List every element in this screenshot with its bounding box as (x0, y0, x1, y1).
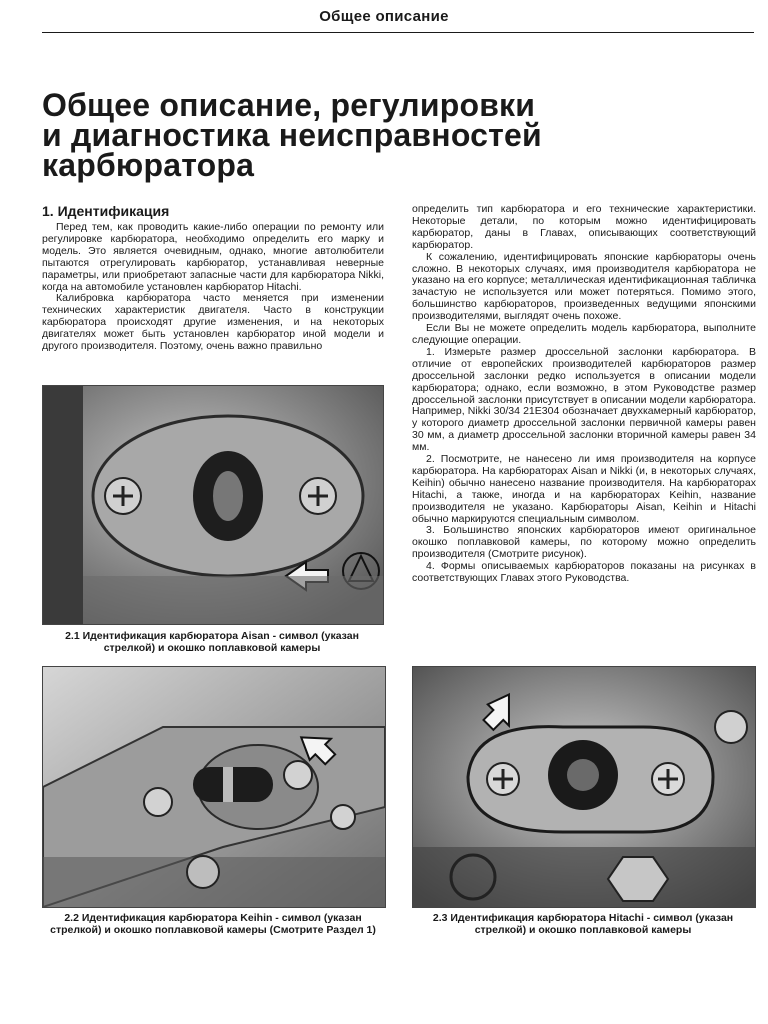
section-heading: 1. Идентификация (42, 203, 170, 219)
paragraph: 3. Большинство японских карбюраторов имеют оригинальное окошко поплавковой камеры, по которому можно определить производителя (Смотрите рисунок). (412, 524, 756, 561)
right-text-column (412, 204, 756, 585)
figure-caption: 2.2 Идентификация карбюратора Keihin - символ (указан стрелкой) и окошко поплавковой камеры (Смотрите Раздел 1) (50, 912, 376, 936)
paragraph: Калибровка карбюратора часто меняется при изменении технических характеристик двигателя. Часто в конструкции карбюратора происходят другие изменения, и на некоторых двигателях может быть установлен карбюратор иной модели и другого производителя. Поэтому, очень важно правильно (42, 292, 384, 353)
header-rule (42, 32, 754, 33)
paragraph: 2. Посмотрите, не нанесено ли имя производителя на корпусе карбюратора. На карбюраторах Aisan и Nikki (и, в некоторых случаях, Keihin) обычно нанесено название производителя. На карбюраторах Hitachi, а также, иногда и на карбюраторах Keihin, название производителя не указано. Карбюраторы Aisan, Keihin и Hitachi обычно маркируются специальным символом. (412, 453, 756, 525)
figure-hitachi-photo (412, 666, 756, 908)
paragraph: Перед тем, как проводить какие-либо операции по ремонту или регулировке карбюратора, необходимо определить его марку и модель. Это является очевидным, однако, многие автолюбители пытаются отрегулировать карбюратор, устанавливая неверные параметры, или приобретают запасные части для карбюратора Nikki, когда на автомобиле установлен карбюратор Hitachi. (42, 221, 384, 293)
figure-keihin-photo (42, 666, 386, 908)
title-line: и диагностика неисправностей (42, 117, 542, 153)
figure-caption: 2.3 Идентификация карбюратора Hitachi - символ (указан стрелкой) и окошко поплавковой камеры (432, 912, 734, 936)
page-title (42, 87, 602, 183)
paragraph: К сожалению, идентифицировать японские карбюраторы очень сложно. В некоторых случаях, имя производителя карбюратора не указано на его корпусе; металлическая идентификационная табличка зачастую не используется или может потеряться. Помимо этого, большинство карбюраторов, произведенных ведущими японскими производителями, выглядят очень похоже. (412, 250, 756, 323)
paragraph: Если Вы не можете определить модель карбюратора, выполните следующие операции. (412, 322, 756, 346)
title-line: карбюратора (42, 147, 255, 183)
figure-aisan-photo (42, 385, 384, 625)
running-head: Общее описание (319, 8, 449, 25)
paragraph: 1. Измерьте размер дроссельной заслонки карбюратора. В отличие от европейских производителей карбюраторов размер дроссельной заслонки редко используется в описании модели карбюратора; однако, если возможно, в этом Руководстве размер дроссельной заслонки присутствует в описании модели карбюратора. Например, Nikki 30/34 21E304 обозначает двухкамерный карбюратор, у которого диаметр дроссельной заслонки первичной камеры равен 30 мм, а диаметр дроссельной заслонки вторичной камеры равен 34 мм. (412, 345, 756, 454)
figure-caption: 2.1 Идентификация карбюратора Aisan - символ (указан стрелкой) и окошко поплавковой камеры (65, 630, 359, 654)
paragraph: 4. Формы описываемых карбюраторов показаны на рисунках в соответствующих Главах этого Руководства. (412, 560, 756, 585)
title-line: Общее описание, регулировки (42, 87, 536, 123)
paragraph: определить тип карбюратора и его технические характеристики. Некоторые детали, по которым можно идентифицировать карбюратор, даны в Главах, описывающих соответствующий карбюратор. (412, 203, 756, 251)
left-text-column (42, 222, 384, 353)
